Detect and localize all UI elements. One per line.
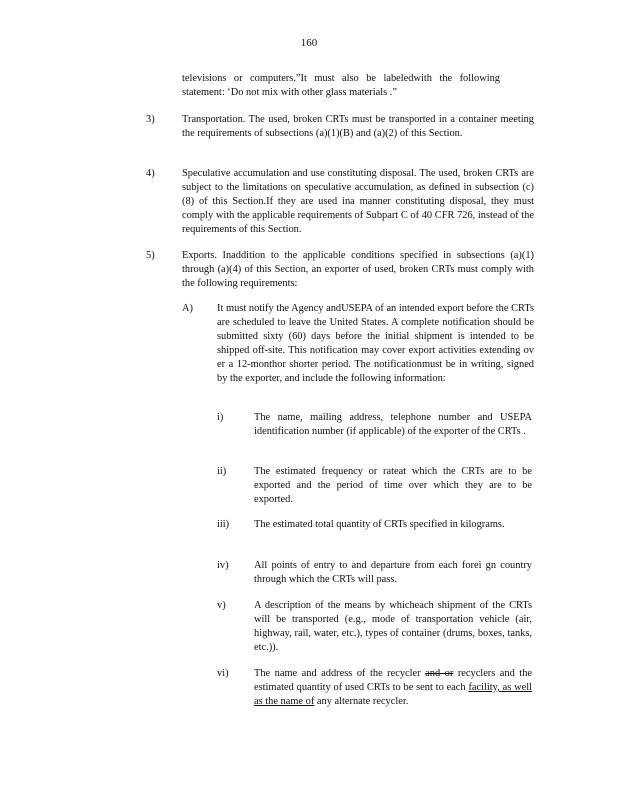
subitem-a-text: It must notify the Agency andUSEPA of an intended export before the CRTs are scheduled to leave the United States. A complete notification should be submitted sixty (60) days before the initial shipment is intended to be shipped off-site. This notification may cover export activities extending ov er a 12-monthor shorter period. The notificationmust be in writing, signed by the exporter, and include the following information: <box>217 303 534 384</box>
subsubitem-iv-label: iv) <box>217 560 229 571</box>
subsubitem-iii-text: The estimated total quantity of CRTs specified in kilograms. <box>254 519 505 530</box>
vi-struck-text: and or <box>425 668 454 679</box>
item-4-label: 4) <box>146 168 155 179</box>
subsubitem-ii-text: The estimated frequency or rateat which the CRTs are to be exported and the period of time over which they are to be exported. <box>254 466 532 505</box>
subsubitem-ii-label: ii) <box>217 466 227 477</box>
item-5-label: 5) <box>146 250 155 261</box>
item-3-label: 3) <box>146 114 155 125</box>
subsubitem-vi-label: vi) <box>217 668 229 679</box>
item-4-text: Speculative accumulation and use constituting disposal. The used, broken CRTs are subject to the limitations on speculative accumulation, as defined in subsection (c)(8) of this Section.If they are used ina manner constituting disposal, they must comply with the applicable requirements of Subpart C of 40 CFR 726, instead of the requirements of this Section. <box>182 168 534 235</box>
vi-text-part3: any alternate recycler. <box>314 696 409 707</box>
subsubitem-vi-text <box>254 667 532 709</box>
subsubitem-v-label: v) <box>217 600 226 611</box>
item-3-text: Transportation. The used, broken CRTs must be transported in a container meeting the requirements of subsections (a)(1)(B) and (a)(2) of this Section. <box>182 114 534 139</box>
subsubitem-iii-label: iii) <box>217 519 230 530</box>
item-5-text: Exports. Inaddition to the applicable conditions specified in subsections (a)(1) through (a)(4) of this Section, an exporter of used, broken CRTs must comply with the following requirements: <box>182 250 534 289</box>
continuation-paragraph: televisions or computers.”It must also be labeledwith the following statement: ‘Do not mix with other glass materials .” <box>182 73 500 98</box>
vi-underlined-text: facility, as well as the name of <box>254 682 532 707</box>
vi-text-part1: The name and address of the recycler <box>254 668 426 679</box>
subsubitem-i-label: i) <box>217 412 224 423</box>
subsubitem-iv-text: All points of entry to and departure from each forei gn country through which the CRTs will pass. <box>254 560 532 585</box>
vi-text-part2: recyclers and the estimated quantity of used CRTs to be sent to each <box>254 668 533 693</box>
subitem-a-label: A) <box>182 303 193 314</box>
subsubitem-i-text: The name, mailing address, telephone number and USEPA identification number (if applicable) of the exporter of the CRTs . <box>254 412 532 437</box>
subsubitem-v-text: A description of the means by whicheach shipment of the CRTs will be transported (e.g., mode of transportation vehicle (air, highway, rail, water, etc.), types of container (drums, boxes, tanks, etc.)). <box>254 600 532 653</box>
page-number: 160 <box>300 37 318 49</box>
